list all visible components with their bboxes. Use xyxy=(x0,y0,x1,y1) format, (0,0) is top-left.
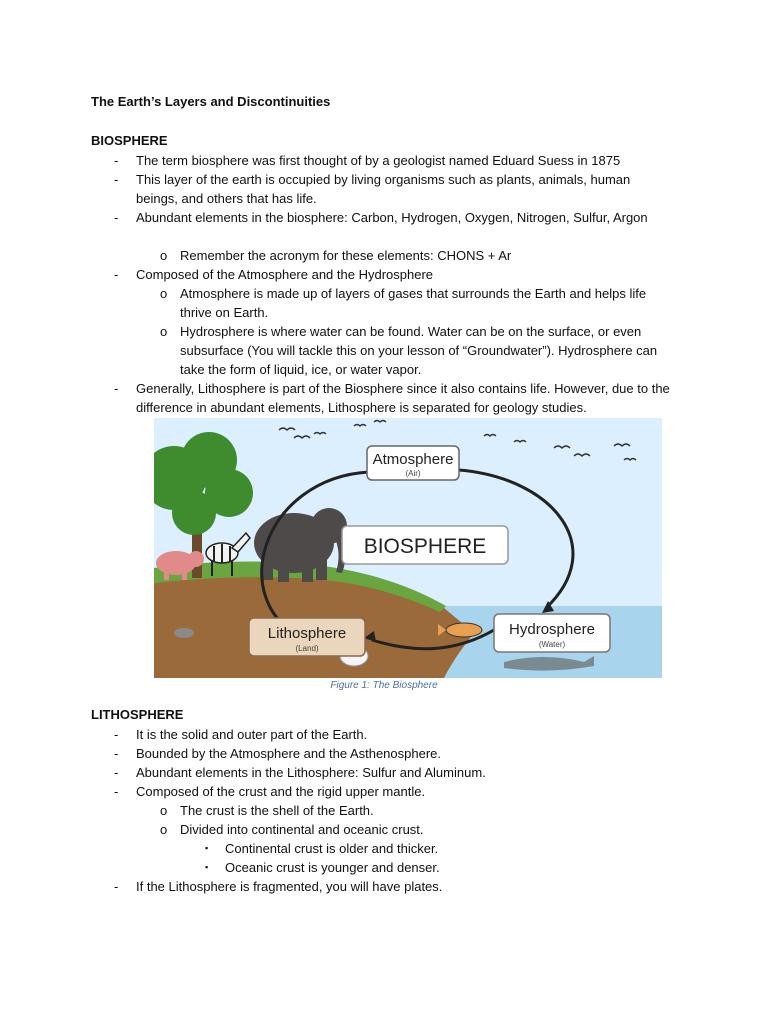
list-item: - Composed of the Atmosphere and the Hydrosphere xyxy=(114,267,434,282)
sub-list-item: o Atmosphere is made up of layers of gases that surrounds the Earth and helps life thrive on Earth. xyxy=(160,286,647,320)
hydrosphere-sublabel: (Water) xyxy=(538,640,566,649)
list-item: - This layer of the earth is occupied by living organisms such as plants, animals, human beings, and others that has life. xyxy=(114,172,631,206)
biosphere-figure xyxy=(154,418,662,678)
circle-bullet: o xyxy=(160,803,168,818)
sub-list-item: o Remember the acronym for these elements: CHONS + Ar xyxy=(160,248,512,263)
dash-bullet: - xyxy=(114,267,119,282)
sub-sub-list-item: ▪ Continental crust is older and thicker. xyxy=(205,841,439,856)
list-item: - The term biosphere was first thought of by a geologist named Eduard Suess in 1875 xyxy=(114,153,621,168)
dash-bullet: - xyxy=(114,210,119,225)
circle-bullet: o xyxy=(160,822,168,837)
circle-bullet: o xyxy=(160,324,168,339)
lithosphere-heading: LITHOSPHERE xyxy=(91,707,184,722)
list-item: - If the Lithosphere is fragmented, you will have plates. xyxy=(114,879,443,894)
list-item: - Abundant elements in the biosphere: Carbon, Hydrogen, Oxygen, Nitrogen, Sulfur, Argon xyxy=(114,210,648,225)
circle-bullet: o xyxy=(160,248,168,263)
square-bullet: ▪ xyxy=(205,843,209,853)
sub-list-item: o Hydrosphere is where water can be found. Water can be on the surface, or even subsurface (You will tackle this on your lesson of “Groundwater”). Hydrosphere can take the form of liquid, ice, or water vapor. xyxy=(160,324,658,377)
dash-bullet: - xyxy=(114,153,119,168)
biosphere-heading: BIOSPHERE xyxy=(91,133,168,148)
hydrosphere-label: Hydrosphere xyxy=(509,621,595,638)
dash-bullet: - xyxy=(114,727,119,742)
list-item: - Bounded by the Atmosphere and the Asthenosphere. xyxy=(114,746,442,761)
sub-sub-list-item: ▪ Oceanic crust is younger and denser. xyxy=(205,860,440,875)
circle-bullet: o xyxy=(160,286,168,301)
list-item: - It is the solid and outer part of the Earth. xyxy=(114,727,368,742)
list-item: - Abundant elements in the Lithosphere: Sulfur and Aluminum. xyxy=(114,765,486,780)
figure-caption: Figure 1: The Biosphere xyxy=(330,680,438,691)
biosphere-center-label: BIOSPHERE xyxy=(363,535,487,558)
atmosphere-label: Atmosphere xyxy=(372,451,454,468)
dash-bullet: - xyxy=(114,746,119,761)
dash-bullet: - xyxy=(114,879,119,894)
dash-bullet: - xyxy=(114,381,119,396)
list-item: - Composed of the crust and the rigid upper mantle. xyxy=(114,784,426,799)
square-bullet: ▪ xyxy=(205,862,209,872)
atmosphere-sublabel: (Air) xyxy=(405,469,421,478)
sub-list-item: o Divided into continental and oceanic crust. xyxy=(160,822,424,837)
dash-bullet: - xyxy=(114,784,119,799)
lithosphere-label: Lithosphere xyxy=(267,625,347,642)
document-title: The Earth’s Layers and Discontinuities xyxy=(91,94,331,109)
dash-bullet: - xyxy=(114,172,119,187)
sub-list-item: o The crust is the shell of the Earth. xyxy=(160,803,374,818)
dash-bullet: - xyxy=(114,765,119,780)
tree-canopy xyxy=(172,491,216,535)
list-item: - Generally, Lithosphere is part of the Biosphere since it also contains life. However, due to the difference in abundant elements, Lithosphere is separated for geology studies. xyxy=(114,381,670,415)
lithosphere-sublabel: (Land) xyxy=(295,644,319,653)
